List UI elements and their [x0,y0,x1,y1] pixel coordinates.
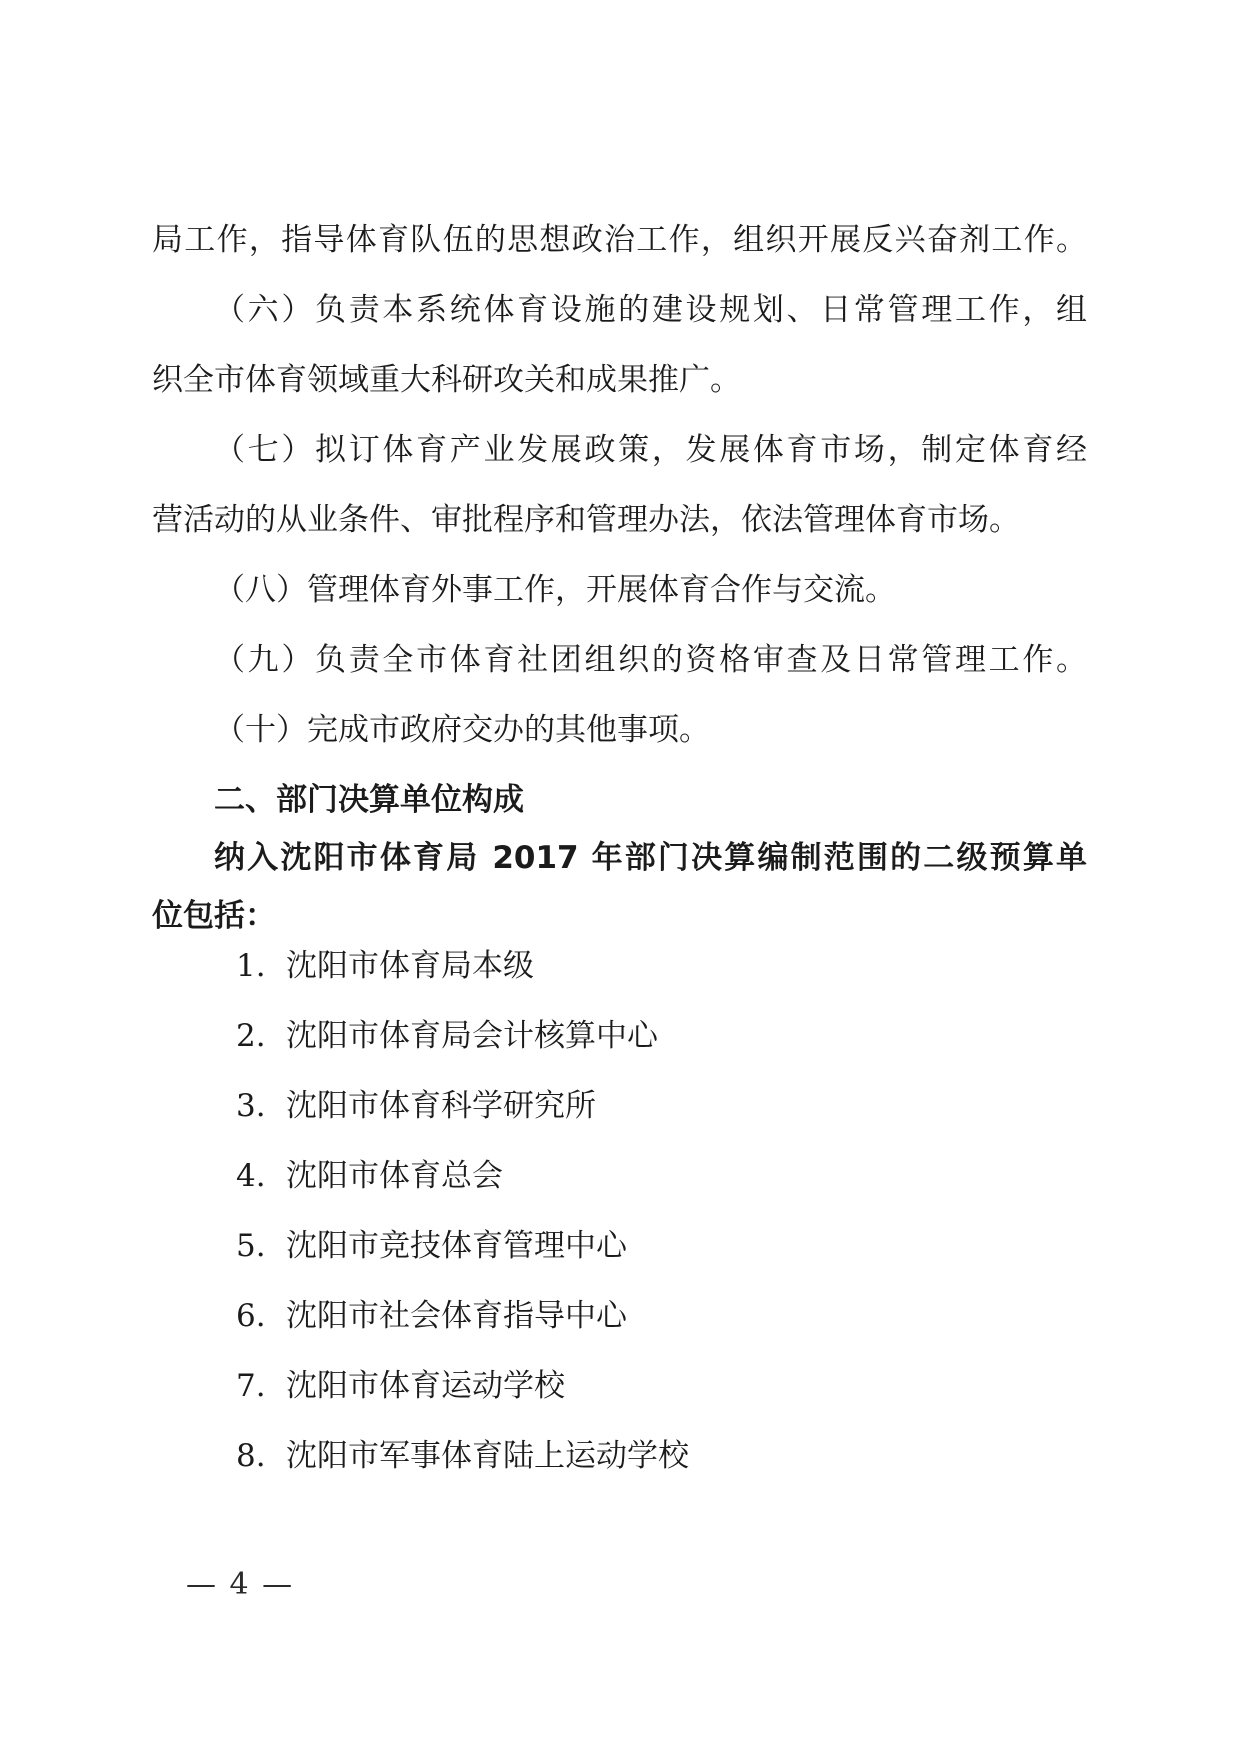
paragraph-item-nine [152,625,1087,695]
body-line: 营活动的从业条件、审批程序和管理办法，依法管理体育市场。 [152,502,1020,538]
unit-number: 8. [236,1438,266,1474]
body-line: （九）负责全市体育社团组织的资格审查及日常管理工作。 [214,642,1087,678]
section-heading: 二、部门决算单位构成 [214,782,524,818]
intro-line: 位包括： [152,898,276,934]
unit-item [236,1141,1087,1211]
unit-name: 沈阳市社会体育指导中心 [286,1298,627,1334]
unit-item [236,1281,1087,1351]
unit-name: 沈阳市体育运动学校 [286,1368,565,1404]
unit-list [152,931,1087,1491]
intro-line: 纳入沈阳市体育局 2017 年部门决算编制范围的二级预算单 [214,840,1087,876]
section-intro-paragraph [152,829,1087,945]
unit-item [236,1071,1087,1141]
body-line: （十）完成市政府交办的其他事项。 [214,712,710,748]
body-line: （七）拟订体育产业发展政策，发展体育市场，制定体育经 [214,432,1087,468]
unit-number: 6. [236,1298,266,1334]
unit-number: 3. [236,1088,266,1124]
body-line: 织全市体育领域重大科研攻关和成果推广。 [152,362,741,398]
page-number: — 4 — [186,1567,295,1602]
unit-number: 7. [236,1368,266,1404]
unit-item [236,931,1087,1001]
paragraph-continuation [152,205,1087,275]
paragraph-item-seven [152,415,1087,555]
unit-item [236,1211,1087,1281]
body-line: 局工作，指导体育队伍的思想政治工作，组织开展反兴奋剂工作。 [152,222,1087,258]
unit-name: 沈阳市竞技体育管理中心 [286,1228,627,1264]
unit-name: 沈阳市体育局本级 [286,948,534,984]
unit-number: 4. [236,1158,266,1194]
unit-item [236,1421,1087,1491]
unit-name: 沈阳市体育局会计核算中心 [286,1018,658,1054]
unit-item [236,1351,1087,1421]
unit-number: 1. [236,948,266,984]
document-body [152,205,1087,1491]
body-line: （六）负责本系统体育设施的建设规划、日常管理工作，组 [214,292,1087,328]
paragraph-item-eight [152,555,1087,625]
unit-name: 沈阳市军事体育陆上运动学校 [286,1438,689,1474]
unit-name: 沈阳市体育总会 [286,1158,503,1194]
unit-item [236,1001,1087,1071]
paragraph-item-six [152,275,1087,415]
unit-number: 5. [236,1228,266,1264]
body-line: （八）管理体育外事工作，开展体育合作与交流。 [214,572,896,608]
paragraph-item-ten [152,695,1087,765]
unit-name: 沈阳市体育科学研究所 [286,1088,596,1124]
unit-number: 2. [236,1018,266,1054]
